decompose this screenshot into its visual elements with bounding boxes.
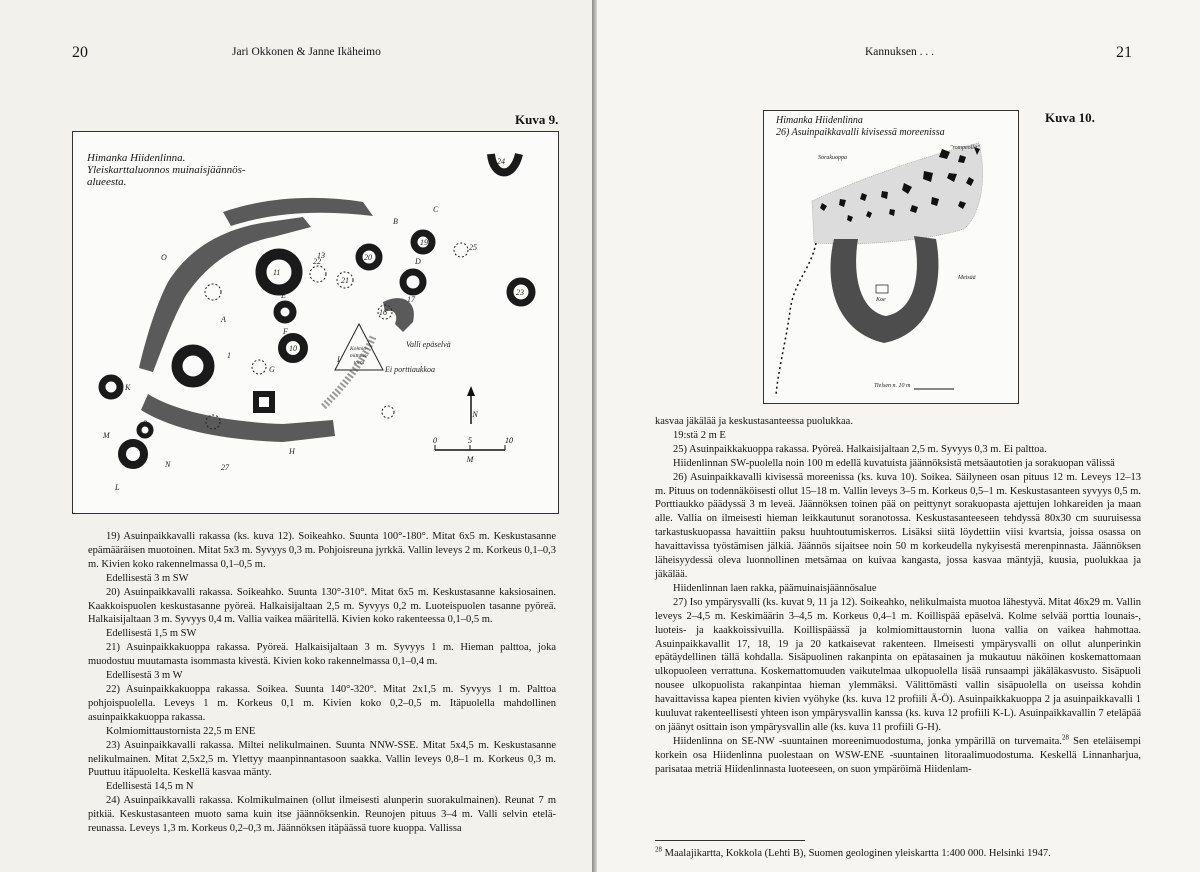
- paragraph: [88, 641, 556, 669]
- left-body-text: [88, 530, 556, 836]
- right-body-text: [655, 415, 1141, 777]
- paragraph: [88, 739, 556, 781]
- page-number-left: 20: [72, 44, 88, 61]
- pit-25: [454, 243, 468, 257]
- wall-e: [277, 304, 293, 320]
- paragraph-text: Kolmiomittaustornista 22,5 m ENE: [106, 725, 256, 737]
- map-label: 19: [420, 238, 428, 247]
- paragraph-text: 19) Asuinpaikkavalli rakassa (ks. kuva 12). Soikeahko. Suunta 100°-180°. Mitat 6x5 m. Keskustasanne epämääräisen muotoinen. Mitat 5x3 m. Syvyys 0,3 m. Pohjoisreuna jyrkkä. Vallin leveys 2 m. Korkeus 0,1–0,3 m. Kivien koko rakennelmassa 0,1–0,5 m.: [88, 531, 556, 570]
- map-label: 24: [497, 157, 505, 166]
- paragraph-text: 27) Iso ympärysvalli (ks. kuvat 9, 11 ja 12). Soikeahko, nelikulmaista muotoa lähestyvä. Mitat 46x29 m. Vallin leveys 2–4,5 m. Keskimäärin 3–4,5 m. Korkeus 0,4–1 m. Koillispää epäselvä. Kolme selvää porttia lounais-, luoteis- ja kaakkoissivuilla. Koillispäässä ja kolmiomittaustornin luona vallia on vaikea hahmottaa. Asuinpaikkavallit 17, 18, 19 ja 20 katkaisevat rakenteen. Ilmeisesti ympärysvalli on ollut alunperinkin epätäydellinen tällä kohdalla. Sisäpuolinen rakanpinta on epätasainen ja mukautuu näköinen koskemattomaan ulkopuoleen verrattuna. Koskemattomuuden vaikutelmaa ulkopuolella lisää runsaampi jäkäläkasvusto. Sisäpuoli nousee ulkopuolista rakanpintaa hieman ylemmäksi. Välittömästi vallin sisäpuolella on useissa kohdin havaittavissa kapea pienten kivien vyöhyke (ks. kuva 12 profiili Ä-Ö). Asuinpaikkakuoppa 2 ja asuinpaikkavalli 1 kuuluvat rakenteellisesti yhteen ison ympärysvallin kanssa (ks. kuva 12 profiili K-L). Asuinpaikkavallin 7 eteläpää on jäänyt osittain ison ympärysvallin alle (ks. kuva 11 profiili G-H).: [655, 596, 1141, 733]
- paragraph-text: 26) Asuinpaikkavalli kivisessä moreenissa (ks. kuva 10). Soikea. Säilyneen osan pituus 12 m. Leveys 12–13 m. Pituus on todennäköisesti ollut 15–18 m. Vallin leveys 3–5 m. Korkeus 0,5–1 m. Keskustasanteen syvyys 0,5 m. Porttiaukko päädyssä 3 m leveä. Jäännöksen toinen pää on peittynyt sorakuopasta ajettujen lohkareiden ja maan alle. Vallia on ilmeisesti hieman leikkautunut soranotossa. Keskustasanteeseen tehdyssä 80x30 cm suuruisessa tarkastuskuopassa havaittiin paksu huuhtoutumiskerros. Lisäksi siitä löydettiin viisi kvartsia, joissa osassa on havaittavissa työstämisen jälkiä. Jäännös sijaitsee noin 50 m korkeudella nykyisestä merenpinnasta. Jäännöksen läheisyydessä oleva luonnollinen metsämaa on kuivaa kangasta, jossa kasvaa mäntyjä, kuusia, puolukkaa ja jäkälää.: [655, 471, 1141, 580]
- dwelling-map-svg: [764, 111, 1018, 403]
- site-map-svg: [73, 132, 558, 513]
- map-label: O: [161, 253, 167, 262]
- footnote-text: Maalajikartta, Kokkola (Lehti B), Suomen geologinen yleiskartta 1:400 000. Helsinki 1947.: [664, 848, 1051, 859]
- map-label: N: [165, 460, 171, 469]
- paragraph: [655, 415, 1141, 429]
- map-label: F: [283, 327, 288, 336]
- paragraph: [655, 429, 1141, 443]
- paragraph-text: 21) Asuinpaikkakuoppa rakassa. Pyöreä. Halkaisijaltaan 3 m. Syvyys 1 m. Hieman palttoa, joka muodostuu muutamasta isommasta kivestä. Kivien koko rakennelmassa 0,1–0,4 m.: [88, 642, 556, 668]
- map-label: H: [289, 447, 295, 456]
- pit-22: [310, 266, 326, 282]
- running-head-left: Jari Okkonen & Janne Ikäheimo: [232, 46, 381, 58]
- paragraph-text: Hiidenlinnan SW-puolella noin 100 m edellä kuvatuista jäännöksistä metsäautotien ja sorakuopan välissä: [673, 457, 1115, 469]
- caption-line: Yleiskarttaluonnos muinaisjäännös-: [87, 164, 246, 176]
- pit-outlines: [205, 243, 468, 429]
- figure-label-kuva-9: Kuva 9.: [515, 112, 559, 127]
- wall-south: [141, 394, 335, 442]
- paragraph: [655, 457, 1141, 471]
- paragraph: [88, 572, 556, 586]
- paragraph-text: 22) Asuinpaikkakuoppa rakassa. Soikea. Suunta 140°-320°. Mitat 2x1,5 m. Syvyys 1 m. Palttoa pohjoispuolella. Leveys 1 m. Korkeus 0,1 m. Kivien koko 0,2–0,5 m. Itäpuolella mahdollinen asuinpaikkakuoppa rakassa.: [88, 683, 556, 723]
- paragraph-text: 23) Asuinpaikkavalli rakassa. Miltei nelikulmainen. Suunta NNW-SSE. Mitat 5x4,5 m. Keskustasanne nelikulmainen. Mitat 2,5x2,5 m. Ylettyy maanpinnantasoon saakka. Vallin leveys 0,8–1 m. Korkeus 0,3 m. Puuttuu itäpuolelta. Keskellä kasvaa mänty.: [88, 739, 556, 779]
- footnote-rule: [655, 840, 805, 841]
- map-label: Valli epäselvä: [406, 340, 451, 349]
- north-label: N: [472, 410, 478, 419]
- scale-label: M: [466, 455, 474, 464]
- map-label: 17: [407, 295, 415, 304]
- paragraph-text: Edellisestä 14,5 m N: [106, 781, 194, 793]
- pit-o: [205, 284, 221, 300]
- map-label: A: [221, 315, 226, 324]
- right-page: [597, 0, 1200, 872]
- paragraph-text-tail: Sen eteläisempi korkein osa Hiidenlinna puolestaan on WSW-ENE -suuntainen litoraalimuodostuma. Keskellä Linnanharjua, parisataa metriä Hiidenlinnasta luoteeseen, on suon ympäröimä Hiidenlam-: [655, 735, 1141, 775]
- map-label: D: [415, 257, 421, 266]
- page-number-right: 21: [1116, 44, 1132, 61]
- paragraph: [88, 683, 556, 725]
- paragraph: [88, 780, 556, 794]
- wall-k: [102, 378, 120, 396]
- paragraph: [655, 735, 1141, 777]
- caption-line: 26) Asuinpaikkavalli kivisessä moreenissa: [776, 127, 945, 138]
- map-label: Metsää: [958, 275, 976, 281]
- footnote-ref: 28: [1061, 733, 1069, 742]
- figure-10-map: [763, 110, 1019, 404]
- paragraph: [88, 627, 556, 641]
- caption-line: Himanka Hiidenlinna.: [87, 152, 186, 164]
- map-label: 21: [341, 276, 349, 285]
- map-label: K: [125, 383, 131, 392]
- map-label: G: [269, 365, 275, 374]
- figure-9-map: [72, 131, 559, 514]
- map-label: Koe: [876, 297, 886, 303]
- triangle-label: torni: [353, 360, 365, 366]
- paragraph: [88, 586, 556, 628]
- map-label: 23: [516, 288, 524, 297]
- paragraph-text: 24) Asuinpaikkavalli rakassa. Kolmikulmainen (ollut ilmeisesti alunperin suorakulmainen). Reunat 7 m pitkiä. Keskustasanteen muoto sama kuin itse jäännöksenkin. Reunojen pituus 3–4 m. Valli selvin eteläreunassa. Leveys 1,3 m. Korkeus 0,2–0,3 m. Jäännöksen itäpäässä tuore kuoppa. Vallissa: [88, 795, 556, 835]
- triangle-label: mittaus-: [349, 353, 369, 359]
- scale-label: 5: [468, 436, 472, 445]
- map-label: L: [115, 483, 120, 492]
- paragraph-text: Edellisestä 1,5 m SW: [106, 628, 197, 640]
- test-pit: [876, 285, 888, 293]
- map-label: Sorakuoppa: [818, 155, 847, 161]
- paragraph: [88, 794, 556, 836]
- paragraph-text: kasvaa jäkälää ja keskustasanteessa puolukkaa.: [655, 416, 853, 427]
- left-page: [0, 0, 592, 872]
- paragraph: [655, 582, 1141, 596]
- pit-h: [382, 406, 394, 418]
- paragraph-text: Hiidenlinna on SE-NW -suuntainen moreenimuodostuma, jonka ympärillä on turvemaita.: [673, 735, 1062, 747]
- wall-center-large: [177, 350, 209, 382]
- paragraph-text: Edellisestä 3 m SW: [106, 572, 189, 584]
- paragraph-text: Hiidenlinnan laen rakka, päämuinaisjäännösalue: [673, 582, 877, 594]
- wall-18: [403, 272, 423, 292]
- map-label: C: [433, 205, 439, 214]
- map-label: 10: [289, 344, 297, 353]
- paragraph: [655, 596, 1141, 735]
- figure-label-kuva-10: Kuva 10.: [1045, 110, 1095, 125]
- paragraph-text: Edellisestä 3 m W: [106, 670, 183, 682]
- caption-line: Himanka Hiidenlinna: [776, 115, 863, 126]
- paragraph: [655, 443, 1141, 457]
- paragraph: [655, 471, 1141, 582]
- map-label: I: [337, 355, 340, 364]
- map-label: 11: [273, 268, 281, 277]
- wall-m: [122, 443, 144, 465]
- paragraph-text: 19:stä 2 m E: [673, 429, 726, 441]
- dwelling-wall-26: [831, 236, 939, 343]
- map-label: E: [281, 291, 286, 300]
- map-label: Ei porttiaukkoa: [385, 365, 435, 374]
- scale-label: 10: [505, 436, 513, 445]
- paragraph: [88, 669, 556, 683]
- map-label: 25: [469, 243, 477, 252]
- footnote-28: [655, 845, 1051, 859]
- pit-g: [252, 360, 266, 374]
- wall-square: [256, 394, 272, 410]
- map-label: M: [103, 431, 110, 440]
- paragraph-text: 20) Asuinpaikkavalli rakassa. Soikeahko. Suunta 130°-310°. Mitat 6x5 m. Keskustasanne kaksiosainen. Kaakkoispuolen keskustasanne pyöreä. Halkaisijaltaan 2,5 m. Syvyys 0,2 m. Luoteispuolen tasanne pyöreä. Halkaisijaltaan 3 m. Syvyys 0,4 m. Vallia vaikea määritellä. Kivien koko rakenteessa 0,1–0,5 m.: [88, 586, 556, 626]
- paragraph: [88, 725, 556, 739]
- map-label: 20: [364, 253, 372, 262]
- scale-label: 0: [433, 436, 437, 445]
- forest-road: [776, 243, 816, 395]
- caption-line: alueesta.: [87, 176, 127, 188]
- wall-24: [491, 154, 519, 172]
- map-label: 27: [221, 463, 229, 472]
- map-label: 2: [143, 419, 147, 428]
- map-label: 13: [317, 251, 325, 260]
- map-label: 16: [379, 308, 387, 317]
- map-label: 22: [313, 257, 321, 266]
- map-label: B: [393, 217, 398, 226]
- triangle-label: Kolmio-: [349, 346, 369, 352]
- map-label: Tielsen n. 10 m: [874, 383, 911, 389]
- paragraph-text: 25) Asuinpaikkakuoppa rakassa. Pyöreä. Halkaisijaltaan 2,5 m. Syvyys 0,3 m. Ei palttoa.: [673, 443, 1047, 455]
- paragraph: [88, 530, 556, 572]
- map-label: "rompeollit": [950, 145, 980, 151]
- running-head-right: Kannuksen . . .: [865, 46, 934, 58]
- footnote-number: 28: [655, 845, 662, 854]
- north-arrow-head: [467, 386, 475, 396]
- map-label: 1: [227, 351, 231, 360]
- ring-wall: [139, 198, 414, 442]
